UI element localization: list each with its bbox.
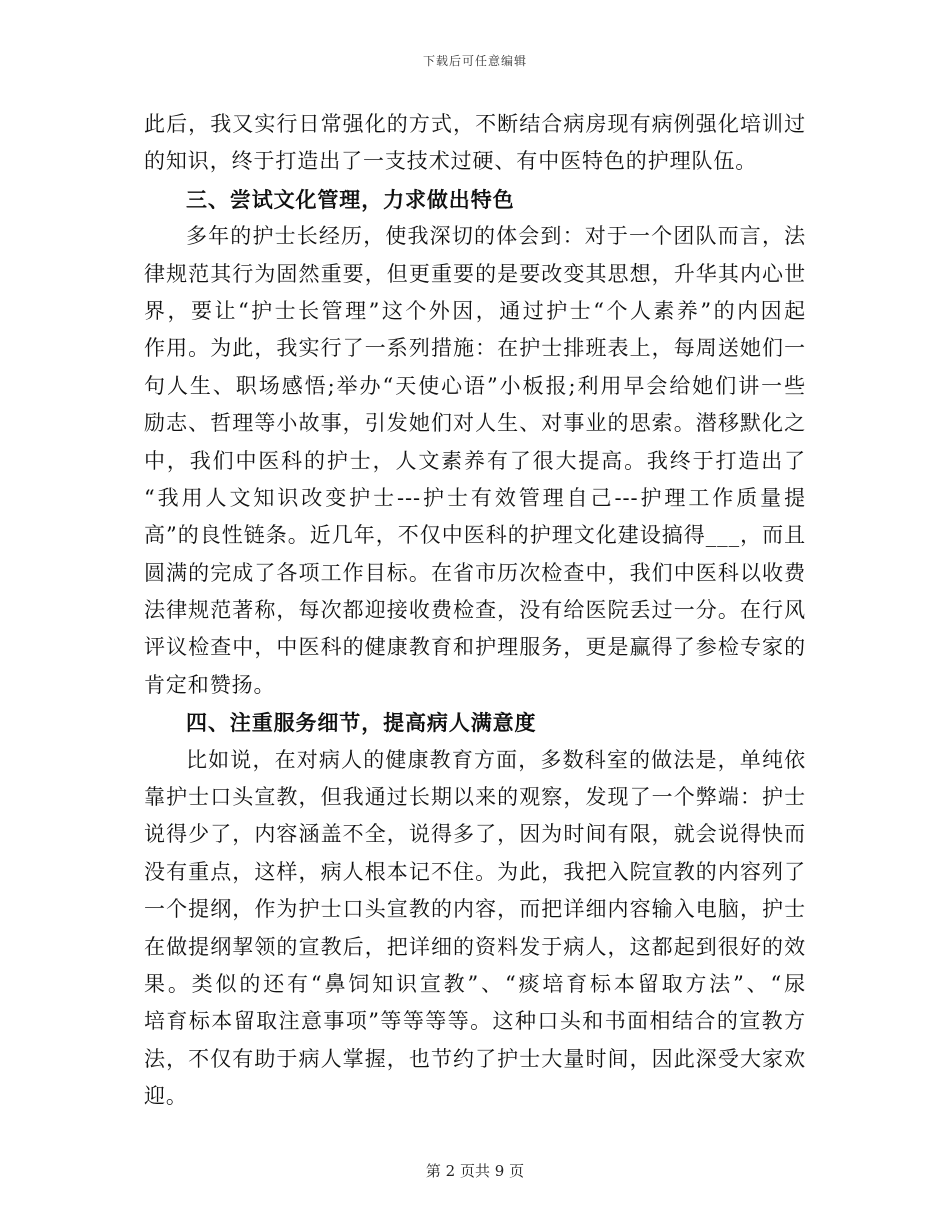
text-line: 肯定和赞扬。 — [144, 672, 276, 697]
text-line: 比如说，在对病人的健康教育方面，多数科室的做法是，单纯依 — [186, 747, 806, 772]
page-footer: 第 2 页共 9 页 — [425, 1162, 525, 1180]
text-line: 界，要让“护士长管理”这个外因，通过护士“个人素养”的内因起 — [144, 298, 806, 323]
text-line: 果。类似的还有“鼻饲知识宣教”、“痰培育标本留取方法”、“尿 — [144, 971, 806, 996]
text-line: 作用。为此，我实行了一系列措施：在护士排班表上，每周送她们一 — [144, 336, 806, 361]
text-line: 培育标本留取注意事项”等等等等。这种口头和书面相结合的宣教方 — [144, 1009, 806, 1034]
text-line: 说得少了，内容涵盖不全，说得多了，因为时间有限，就会说得快而 — [144, 822, 806, 847]
text-line: 迎。 — [144, 1084, 188, 1109]
text-line: 中，我们中医科的护士，人文素养有了很大提高。我终于打造出了 — [144, 448, 806, 473]
text-line: 评议检查中，中医科的健康教育和护理服务，更是赢得了参检专家的 — [144, 635, 806, 660]
text-line: 此后，我又实行日常强化的方式，不断结合病房现有病例强化培训过 — [144, 112, 806, 136]
text-line: 法律规范著称，每次都迎接收费检查，没有给医院丢过一分。在行风 — [144, 598, 806, 623]
section-heading: 四、注重服务细节，提高病人满意度 — [186, 710, 537, 736]
text-line: 的知识，终于打造出了一支技术过硬、有中医特色的护理队伍。 — [144, 149, 758, 174]
text-line: 多年的护士长经历，使我深切的体会到：对于一个团队而言，法 — [186, 224, 806, 249]
text-line: 句人生、职场感悟;举办“天使心语”小板报;利用早会给她们讲一些 — [144, 373, 806, 398]
text-line: 高”的良性链条。近几年，不仅中医科的护理文化建设搞得___，而且 — [144, 523, 806, 548]
text-line: 在做提纲挈领的宣教后，把详细的资料发于病人，这都起到很好的效 — [144, 934, 806, 959]
text-line: 没有重点，这样，病人根本记不住。为此，我把入院宣教的内容列了 — [144, 859, 806, 884]
text-line: 法，不仅有助于病人掌握，也节约了护士大量时间，因此深受大家欢 — [144, 1046, 806, 1071]
text-line: 圆满的完成了各项工作目标。在省市历次检查中，我们中医科以收费 — [144, 560, 806, 585]
text-line: 靠护士口头宣教，但我通过长期以来的观察，发现了一个弊端：护士 — [144, 785, 806, 810]
section-heading: 三、尝试文化管理，力求做出特色 — [186, 186, 515, 212]
text-line: 一个提纲，作为护士口头宣教的内容，而把详细内容输入电脑，护士 — [144, 897, 806, 922]
document-body — [144, 106, 806, 1116]
text-line: 励志、哲理等小故事，引发她们对人生、对事业的思索。潜移默化之 — [144, 411, 806, 436]
text-line: “我用人文知识改变护士---护士有效管理自己---护理工作质量提 — [144, 485, 806, 510]
page-header: 下载后可任意编辑 — [422, 54, 527, 68]
text-line: 律规范其行为固然重要，但更重要的是要改变其思想，升华其内心世 — [144, 261, 806, 286]
